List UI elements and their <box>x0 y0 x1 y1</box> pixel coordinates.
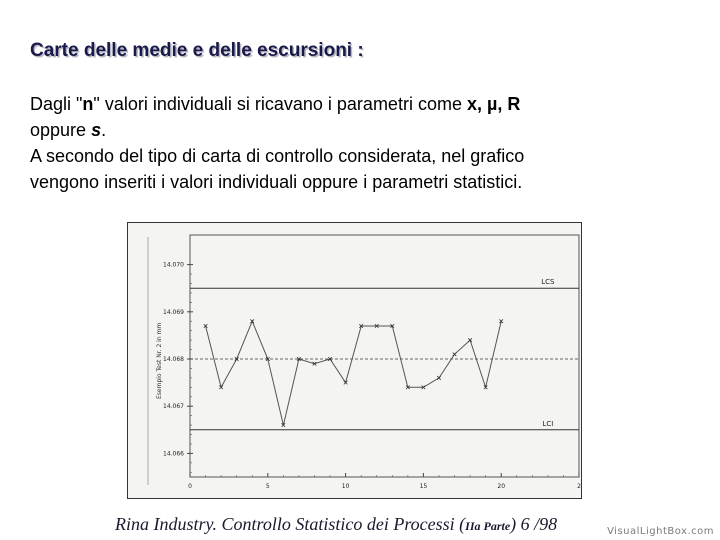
control-chart <box>128 223 581 498</box>
paragraph-line-4: vengono inseriti i valori individuali oppure i parametri statistici. <box>30 172 523 192</box>
axes <box>148 235 581 490</box>
x-tick-label: 2 <box>577 483 581 490</box>
plot-border <box>190 235 579 477</box>
ucl-label: LCS <box>541 278 555 287</box>
y-tick-label: 14.070 <box>163 261 184 269</box>
text-run-params: x, µ, R <box>466 94 521 114</box>
text-run-s: s <box>91 120 102 140</box>
control-lines <box>190 278 579 430</box>
x-tick-label: 5 <box>265 483 270 490</box>
x-tick-label: 0 <box>188 483 192 490</box>
footer-caption <box>115 514 557 535</box>
slide-title: Carte delle medie e delle escursioni : <box>30 40 364 61</box>
y-tick-label: 14.068 <box>163 356 184 363</box>
x-tick-label: 15 <box>419 483 428 490</box>
x-tick-label: 10 <box>341 483 350 490</box>
y-tick-label: 14.067 <box>163 403 184 411</box>
paragraph-line-2 <box>30 117 700 143</box>
text-run: oppure <box>30 120 92 140</box>
text-run: . <box>101 120 107 140</box>
paragraph-line-3: A secondo del tipo di carta di controllo considerata, nel grafico <box>30 146 525 166</box>
caption-page: ) 6 /98 <box>510 514 558 534</box>
paragraph-line-1 <box>30 91 700 117</box>
text-run: Dagli " <box>30 94 83 114</box>
caption-main: Rina Industry. Controllo Statistico dei Processi ( <box>115 514 466 534</box>
y-axis-label: Esempio Test Nr. 2 in mm <box>156 322 163 399</box>
y-tick-label: 14.069 <box>163 308 184 316</box>
x-tick-label: 20 <box>497 483 506 490</box>
data-point <box>437 376 441 380</box>
text-run: " valori individuali si ricavano i parametri come <box>93 94 467 114</box>
body-text <box>30 91 700 195</box>
text-run-n: n <box>82 94 94 114</box>
y-tick-label: 14.066 <box>163 450 184 458</box>
data-series <box>204 319 503 426</box>
data-point <box>453 352 457 356</box>
caption-part: IIa Parte <box>465 519 511 533</box>
lcl-label: LCI <box>542 419 554 428</box>
control-chart-image <box>127 222 582 499</box>
watermark: VisualLightBox.com <box>607 526 714 537</box>
series-line <box>206 321 502 425</box>
